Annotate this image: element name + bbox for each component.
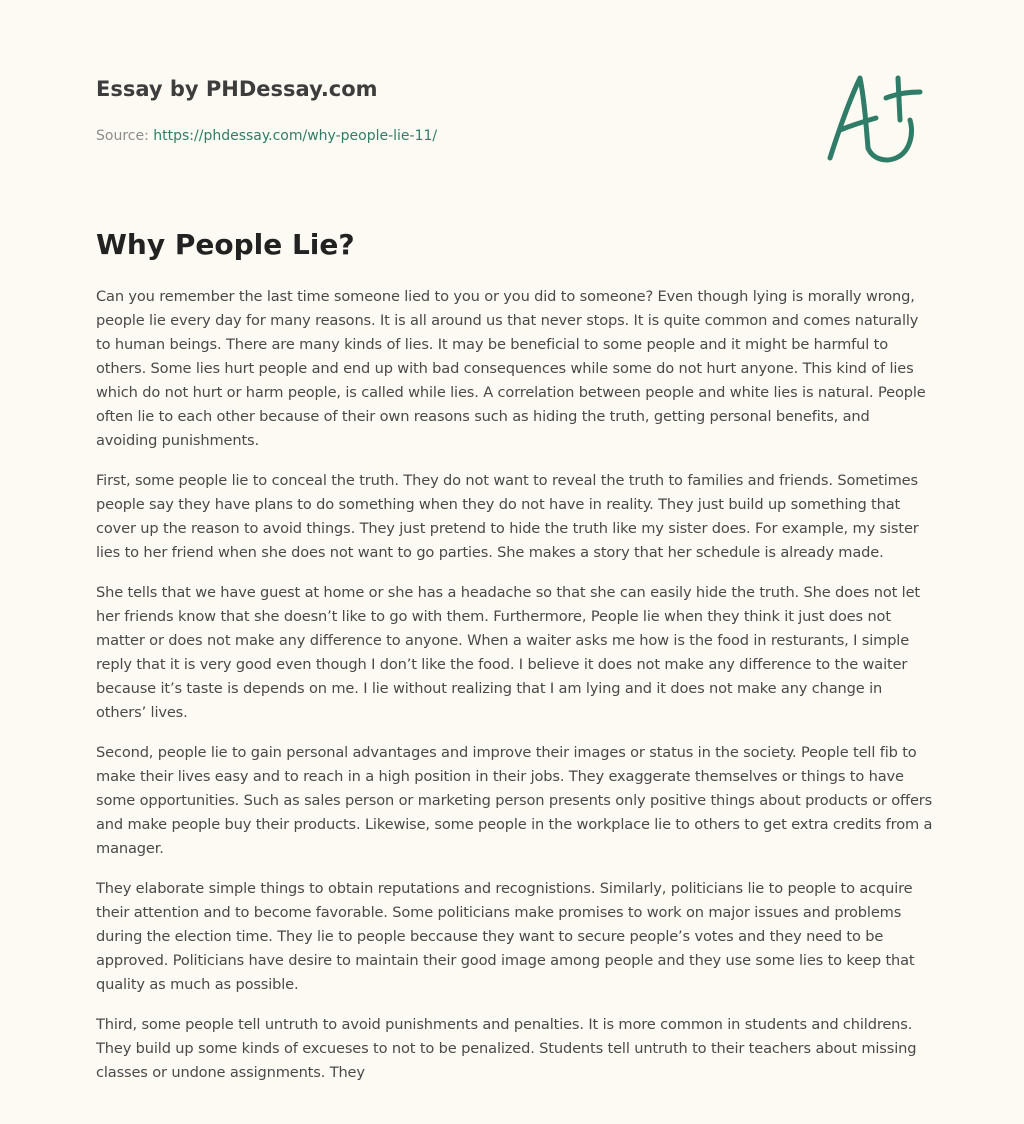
essay-paragraph: Second, people lie to gain personal advantages and improve their images or status in the society. People tell fib to make their lives easy and to reach in a high position in their jobs. They exaggerate themselves or things to have some opportunities. Such as sales person or marketing person presents only positive things about products or offers and make people buy their products. Likewise, some people in the workplace lie to others to get extra credits from a manager. <box>96 744 933 857</box>
essay-title: Why People Lie? <box>96 228 355 261</box>
essay-paragraph: First, some people lie to conceal the truth. They do not want to reveal the truth to families and friends. Sometimes people say they have plans to do something when they do not have in reality. They just build up something that cover up the reason to avoid things. They just pretend to hide the truth like my sister does. For example, my sister lies to her friend when she does not want to go parties. She makes a story that her schedule is already made. <box>96 472 919 561</box>
essay-body <box>96 285 934 1101</box>
source-link[interactable]: https://phdessay.com/why-people-lie-11/ <box>153 128 438 144</box>
page-header <box>96 74 796 146</box>
a-plus-logo-icon <box>820 68 930 168</box>
essay-paragraph: Can you remember the last time someone lied to you or you did to someone? Even though lying is morally wrong, people lie every day for many reasons. It is all around us that never stops. It is quite common and comes naturally to human beings. There are many kinds of lies. It may be beneficial to some people and it might be harmful to others. Some lies hurt people and end up with bad consequences while some do not hurt anyone. This kind of lies which do not hurt or harm people, is called while lies. A correlation between people and white lies is natural. People often lie to each other because of their own reasons such as hiding the truth, getting personal benefits, and avoiding punishments. <box>96 288 926 449</box>
source-label: Source: <box>96 128 154 144</box>
essay-paragraph: Third, some people tell untruth to avoid punishments and penalties. It is more common in students and childrens. They build up some kinds of excueses to not to be penalized. Students tell untruth to their teachers about missing classes or undone assignments. They <box>96 1016 917 1081</box>
essay-paragraph: She tells that we have guest at home or she has a headache so that she can easily hide the truth. She does not let her friends know that she doesn’t like to go with them. Furthermore, People lie when they think it just does not matter or does not make any difference to anyone. When a waiter asks me how is the food in resturants, I simple reply that it is very good even though I don’t like the food. I believe it does not make any difference to the waiter because it’s taste is depends on me. I lie without realizing that I am lying and it does not make any change in others’ lives. <box>96 584 920 721</box>
site-brand: Essay by PHDessay.com <box>96 77 378 101</box>
source-line <box>96 126 796 146</box>
essay-paragraph: They elaborate simple things to obtain reputations and recognistions. Similarly, politicians lie to people to acquire their attention and to become favorable. Some politicians make promises to work on major issues and problems during the election time. They lie to people beccause they want to secure people’s votes and they need to be approved. Politicians have desire to maintain their good image among people and they use some lies to keep that quality as much as possible. <box>96 880 915 993</box>
